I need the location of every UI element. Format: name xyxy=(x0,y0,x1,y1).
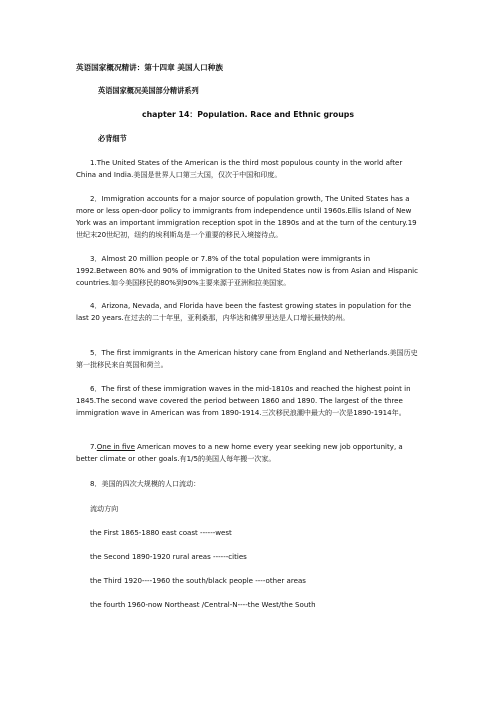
underlined-phrase: One in five xyxy=(96,442,135,451)
paragraph-7-text: American moves to a new home every year seeking new job opportunity, a better climate or other goals.有1/5的美国人每年搬一次家。 xyxy=(76,442,403,463)
paragraph-4: 4．Arizona, Nevada, and Florida have been the fastest growing states in population for the last 20 years.在过去的二十年里，亚利桑那，内华达和佛罗里达是人口增长最快的州。 xyxy=(76,301,412,322)
paragraph-7 xyxy=(76,441,421,465)
section-heading: 必背细节 xyxy=(98,134,127,143)
document-title: 英语国家概况精讲：第十四章 美国人口种族 xyxy=(76,63,223,72)
chapter-heading: chapter 14：Population. Race and Ethnic groups xyxy=(141,110,355,119)
series-subtitle: 英语国家概况美国部分精讲系列 xyxy=(98,86,199,95)
paragraph-6: 6．The first of these immigration waves in the mid-1810s and reached the highest point in 1845.The second wave covered the period between 1860 and 1890. The largest of the three immigration wave in American was from 1890-1914.三次移民浪潮中最大的一次是1890-1914年。 xyxy=(76,384,411,417)
flow-heading: 流动方向 xyxy=(90,504,119,513)
flow-item-1: the First 1865-1880 east coast ------west xyxy=(90,528,232,537)
paragraph-1: 1.The United States of the American is the third most populous county in the world after China and India.美国是世界人口第三大国，仅次于中国和印度。 xyxy=(76,158,403,179)
paragraph-3: 3．Almost 20 million people or 7.8% of the total population were immigrants in 1992.Between 80% and 90% of immigration to the United States now is from Asian and Hispanic countries.如今美国移民的80%到90%主要来源于亚洲和拉美国家。 xyxy=(76,254,419,287)
paragraph-7-prefix: 7. xyxy=(90,442,97,451)
paragraph-2: 2．Immigration accounts for a major source of population growth, The United States has a more or less open-door policy to immigrants from independence until 1960s.Ellis Island of New York was an important immigration reception spot in the 1890s and at the turn of the century.19世纪末20世纪初，纽约的埃利斯岛是一个重要的移民入境接待点。 xyxy=(76,194,417,239)
flow-item-4: the fourth 1960-now Northeast /Central-N----the West/the South xyxy=(90,600,316,609)
flow-item-2: the Second 1890-1920 rural areas ------cities xyxy=(90,552,247,561)
flow-item-3: the Third 1920----1960 the south/black people ----other areas xyxy=(90,576,306,585)
paragraph-5: 5．The first immigrants in the American history cane from England and Netherlands.美国历史第一批移民来自英国和荷兰。 xyxy=(76,348,418,369)
paragraph-8: 8．美国的四次大规模的人口流动： xyxy=(90,479,201,488)
